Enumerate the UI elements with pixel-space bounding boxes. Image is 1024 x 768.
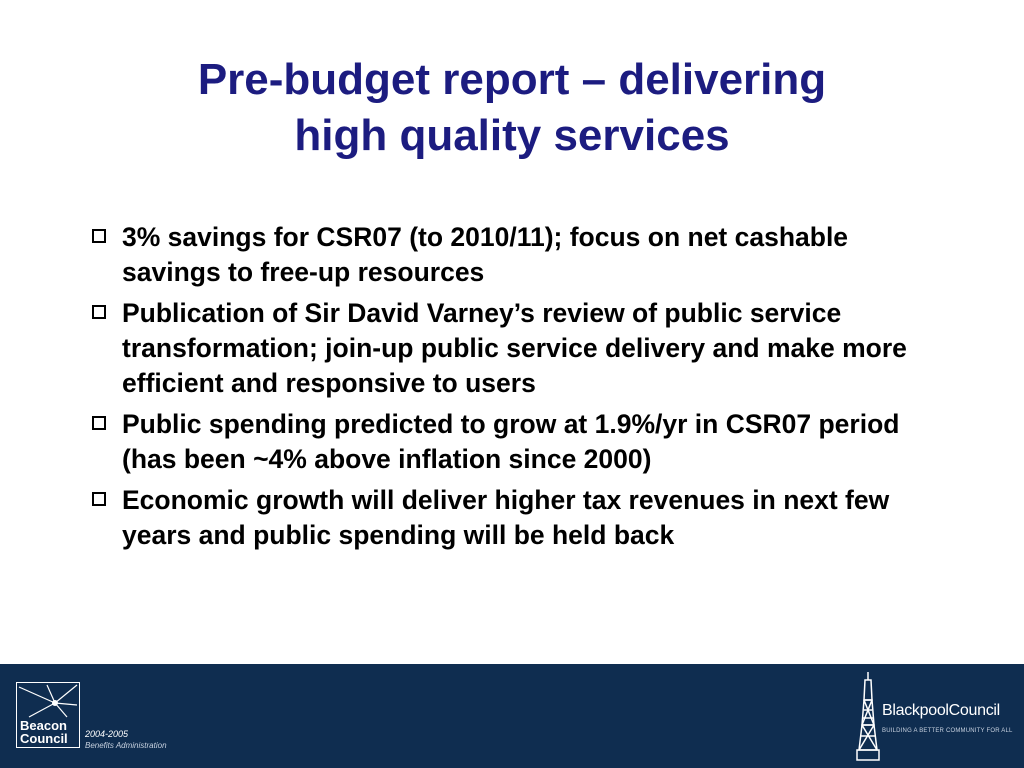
bullet-text: 3% savings for CSR07 (to 2010/11); focus on net cashable savings to free-up resources [122,222,849,287]
beacon-council-logo [16,682,80,748]
slide-title-line-1: Pre-budget report – delivering [197,55,827,104]
bullet-list [92,220,952,559]
slide-title-line-2: high quality services [294,111,730,160]
bullet-text: Economic growth will deliver higher tax revenues in next few years and public spending will be held back [122,485,890,550]
blackpool-council-tagline: BUILDING A BETTER COMMUNITY FOR ALL [882,728,1013,734]
hollow-square-icon [92,416,106,430]
bullet-item [92,483,952,553]
hollow-square-icon [92,492,106,506]
bullet-item [92,220,952,290]
beacon-council-name: Beacon Council [20,718,68,746]
bullet-text: Publication of Sir David Varney’s review of public service transformation; join-up public service delivery and make more efficient and responsive to users [122,298,907,398]
bullet-item [92,407,952,477]
hollow-square-icon [92,305,106,319]
bullet-item [92,296,952,401]
bullet-text: Public spending predicted to grow at 1.9%/yr in CSR07 period (has been ~4% above inflation since 2000) [122,409,900,474]
beacon-award-year: 2004-2005 [85,729,129,739]
slide-title [0,52,1024,164]
blackpool-council-name: BlackpoolCouncil [882,702,1000,719]
hollow-square-icon [92,229,106,243]
blackpool-tower-icon [855,670,881,762]
beacon-award-subtitle: Benefits Administration [85,741,167,750]
